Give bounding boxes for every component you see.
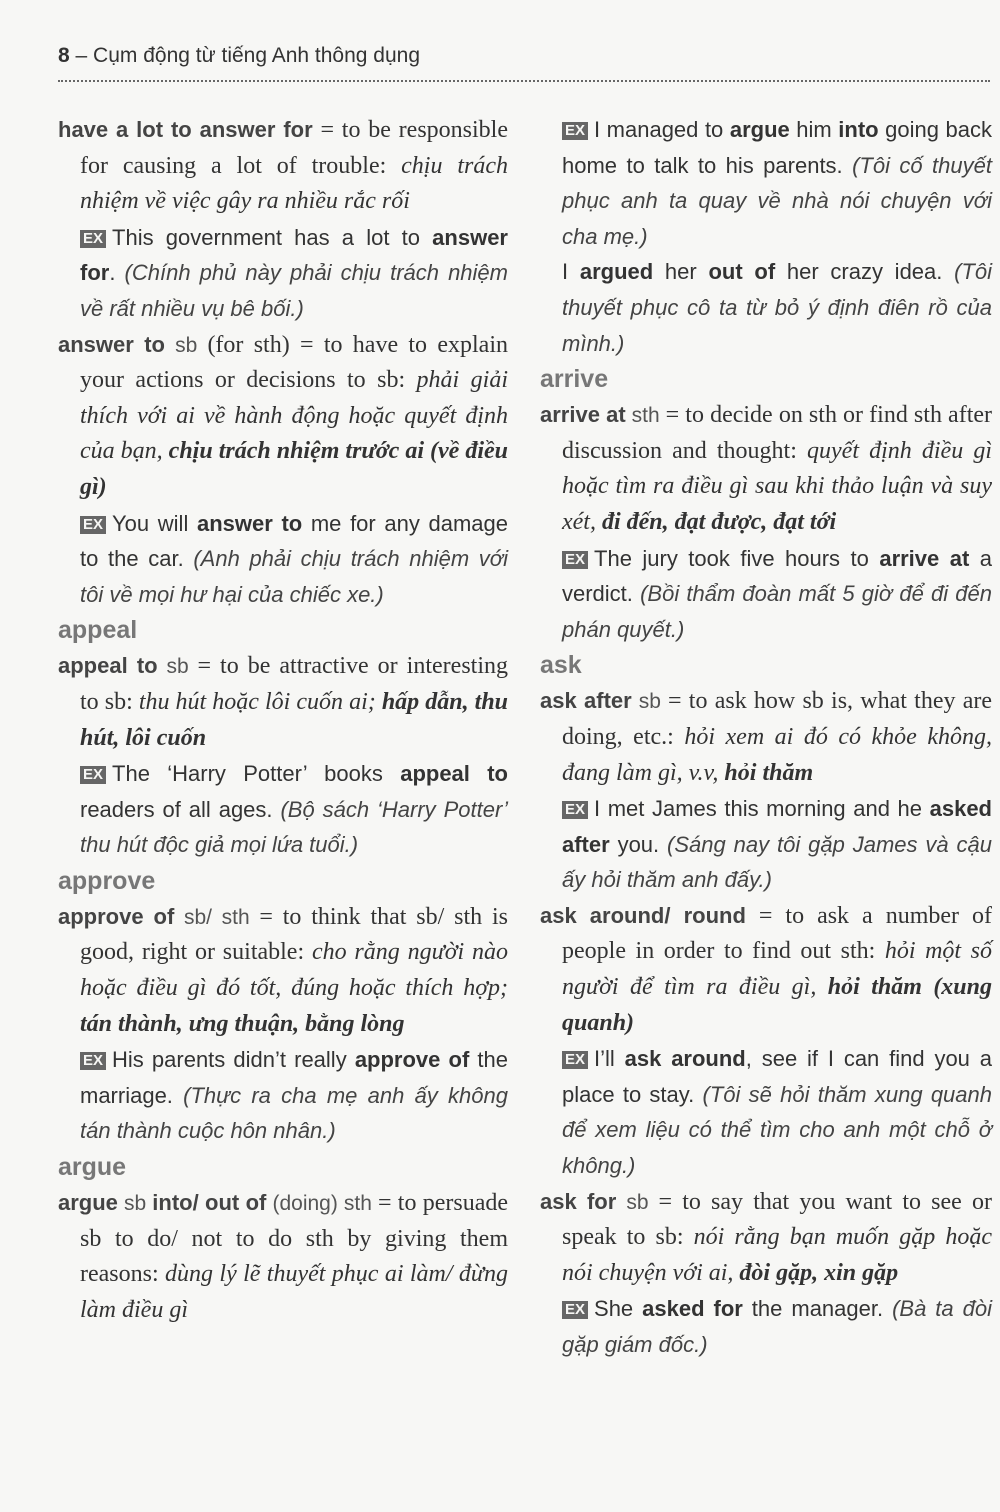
headword: appeal	[58, 616, 138, 645]
page-number: 8	[58, 44, 70, 67]
ex-badge: EX	[562, 551, 588, 569]
translation: (Bộ sách ‘Harry Potter’ thu hút độc giả mọi lứa tuổi.)	[80, 796, 508, 858]
text-run: .	[109, 260, 125, 286]
vietnamese-gloss: nói rằng bạn muốn gặp hoặc nói chuyện với ai,	[562, 1224, 992, 1286]
definition-entry	[540, 1184, 992, 1292]
definition-entry	[540, 898, 992, 1041]
example-sentence	[58, 506, 508, 613]
object-marker: sth	[625, 404, 666, 428]
ex-badge: EX	[562, 122, 588, 140]
example-sentence	[540, 112, 992, 254]
ex-badge: EX	[80, 1052, 106, 1070]
vietnamese-gloss: quyết định điều gì hoặc tìm ra điều gì sau khi thảo luận và suy xét,	[562, 437, 992, 535]
phrasal-verb: argue	[58, 1190, 118, 1216]
vietnamese-meaning: hỏi thăm	[724, 759, 814, 786]
phrase-highlight: argued	[579, 259, 654, 285]
text-run: = to decide on sth or find sth after discussion and thought:	[562, 402, 993, 464]
vietnamese-meaning: đi đến, đạt được, đạt tới	[601, 508, 837, 535]
translation: (Bồi thẩm đoàn mất 5 giờ để đi đến phán quyết.)	[562, 581, 992, 642]
object-marker: sb	[616, 1190, 659, 1214]
example-sentence	[540, 1041, 992, 1183]
phrasal-verb: into/ out of	[152, 1190, 267, 1216]
text-run: the manager.	[742, 1296, 893, 1322]
phrase-highlight: argue	[729, 117, 790, 142]
definition-entry	[540, 683, 992, 791]
definition-entry	[58, 327, 508, 506]
translation: (Tôi sẽ hỏi thăm xung quanh để xem liệu có thể tìm cho anh một chỗ ở không.)	[562, 1081, 992, 1179]
text-run: I managed to	[594, 117, 730, 142]
text-run: The ‘Harry Potter’ books	[112, 761, 401, 787]
phrasal-verb: ask for	[540, 1188, 617, 1214]
text-run: = to be responsible for causing a lot of trouble:	[80, 117, 508, 179]
definition-entry	[58, 899, 508, 1042]
phrasal-verb: have a lot to answer for	[58, 117, 313, 142]
ex-badge: EX	[80, 230, 106, 248]
ex-badge: EX	[562, 1301, 588, 1319]
text-run: You will	[112, 510, 197, 536]
ex-badge: EX	[80, 516, 106, 534]
phrase-highlight: arrive at	[879, 545, 970, 571]
text-run: the marriage.	[80, 1047, 508, 1108]
vietnamese-meaning: đòi gặp, xin gặp	[739, 1259, 899, 1286]
text-run: readers of all ages.	[80, 796, 281, 822]
example-sentence	[540, 254, 992, 361]
translation: (Chính phủ này phải chịu trách nhiệm về rất nhiều vụ bê bối.)	[80, 260, 508, 321]
phrasal-verb: ask around/ round	[540, 902, 746, 928]
vietnamese-meaning: hấp dẫn, thu hút, lôi cuốn	[80, 688, 509, 751]
example-sentence	[58, 756, 508, 863]
text-run: me for any damage to the car.	[80, 510, 508, 572]
headword: argue	[58, 1153, 127, 1182]
vietnamese-gloss: thu hút hoặc lôi cuốn ai;	[138, 688, 382, 715]
definition-entry	[540, 397, 992, 540]
example-sentence	[540, 541, 992, 648]
text-run: him	[789, 117, 839, 142]
translation: (Tôi cố thuyết phục anh ta quay về nhà nói chuyện với cha mẹ.)	[562, 152, 992, 249]
phrase-highlight: into	[838, 117, 879, 142]
ex-badge: EX	[562, 1051, 588, 1069]
vietnamese-gloss: hỏi một số người để tìm ra điều gì,	[562, 938, 993, 1001]
text-run: (for sth) = to have to explain your actions or decisions to sb:	[80, 331, 508, 394]
text-run: She	[594, 1296, 643, 1322]
text-run: = to ask a number of people in order to find out sth:	[562, 902, 992, 965]
phrasal-verb: arrive at	[540, 402, 626, 428]
text-run: The jury took five hours to	[594, 545, 880, 571]
definition-entry	[58, 1185, 508, 1328]
text-run: I’ll	[594, 1046, 625, 1072]
text-run: her	[653, 259, 709, 285]
example-sentence	[540, 1291, 992, 1362]
translation: (Anh phải chịu trách nhiệm với tôi về mọi hư hại của chiếc xe.)	[80, 546, 508, 607]
text-run: = to ask how sb is, what they are doing, etc.:	[562, 688, 992, 750]
phrase-highlight: asked after	[562, 796, 992, 857]
text-run: I	[562, 259, 580, 285]
object-marker: sb	[631, 690, 669, 714]
phrasal-verb: approve of	[58, 903, 175, 929]
right-column	[540, 112, 992, 1363]
object-marker: (doing) sth	[266, 1192, 379, 1216]
vietnamese-meaning: chịu trách nhiệm trước ai (về điều gì)	[80, 438, 508, 500]
ex-badge: EX	[562, 801, 588, 819]
ex-badge: EX	[80, 766, 106, 784]
translation: (Tôi thuyết phục cô ta từ bỏ ý định điên rồ của mình.)	[562, 259, 992, 356]
vietnamese-meaning: hỏi thăm (xung quanh)	[562, 974, 992, 1036]
vietnamese-gloss: chịu trách nhiệm về việc gây ra nhiều rắc rối	[80, 152, 508, 215]
text-run: = to think that sb/ sth is good, right or suitable:	[80, 903, 508, 966]
phrase-highlight: ask around	[624, 1046, 746, 1072]
phrase-highlight: out of	[708, 259, 776, 285]
text-run: her crazy idea.	[775, 259, 955, 285]
object-marker: sb	[157, 655, 198, 679]
example-sentence	[58, 1042, 508, 1149]
example-sentence	[58, 220, 508, 327]
phrase-highlight: answer to	[196, 510, 303, 536]
running-title: Cụm động từ tiếng Anh thông dụng	[93, 44, 421, 67]
text-run: , see if I can find you a place to stay.	[562, 1046, 992, 1107]
text-run: you.	[609, 831, 668, 857]
vietnamese-gloss: dùng lý lẽ thuyết phục ai làm/ đừng làm điều gì	[80, 1261, 509, 1323]
text-run: His parents didn’t really	[112, 1047, 355, 1073]
headword: approve	[58, 866, 156, 895]
header-separator: –	[69, 44, 94, 67]
text-run: I met James this morning and he	[594, 796, 930, 822]
phrasal-verb: answer to	[58, 331, 165, 357]
headword: arrive	[540, 365, 609, 394]
phrasal-verb: ask after	[540, 688, 632, 714]
vietnamese-gloss: cho rằng người nào hoặc điều gì đó tốt, đúng hoặc thích hợp;	[80, 939, 508, 1002]
translation: (Bà ta đòi gặp giám đốc.)	[562, 1296, 992, 1357]
phrasal-verb: appeal to	[58, 653, 158, 679]
object-marker: sb	[165, 333, 208, 357]
object-marker: sb	[117, 1192, 153, 1216]
phrase-highlight: appeal to	[400, 761, 508, 787]
text-run: This government has a lot to	[112, 224, 433, 250]
definition-entry	[58, 648, 508, 756]
phrase-highlight: approve of	[354, 1047, 470, 1073]
vietnamese-gloss: hỏi xem ai đó có khỏe không, đang làm gì, v.v,	[562, 723, 992, 786]
phrase-highlight: asked for	[642, 1296, 743, 1322]
text-run: a verdict.	[562, 545, 992, 607]
translation: (Thực ra cha mẹ anh ấy không tán thành cuộc hôn nhân.)	[80, 1082, 508, 1144]
text-run: = to persuade sb to do/ not to do sth by giving them reasons:	[80, 1190, 508, 1288]
definition-entry	[58, 112, 508, 220]
left-column	[58, 112, 508, 1328]
translation: (Sáng nay tôi gặp James và cậu ấy hỏi thăm anh đấy.)	[562, 831, 992, 893]
phrase-highlight: answer for	[80, 224, 508, 286]
text-run: = to be attractive or interesting to sb:	[80, 653, 508, 715]
object-marker: sb/ sth	[174, 905, 260, 929]
text-run: going back home to talk to his parents.	[562, 117, 992, 178]
text-run: = to say that you want to see or speak to sb:	[562, 1188, 992, 1251]
example-sentence	[540, 791, 992, 898]
vietnamese-gloss: phải giải thích với ai về hành động hoặc quyết định của bạn,	[80, 367, 508, 465]
page-header	[58, 44, 990, 82]
headword: ask	[540, 651, 582, 680]
vietnamese-meaning: tán thành, ưng thuận, bằng lòng	[80, 1010, 405, 1037]
